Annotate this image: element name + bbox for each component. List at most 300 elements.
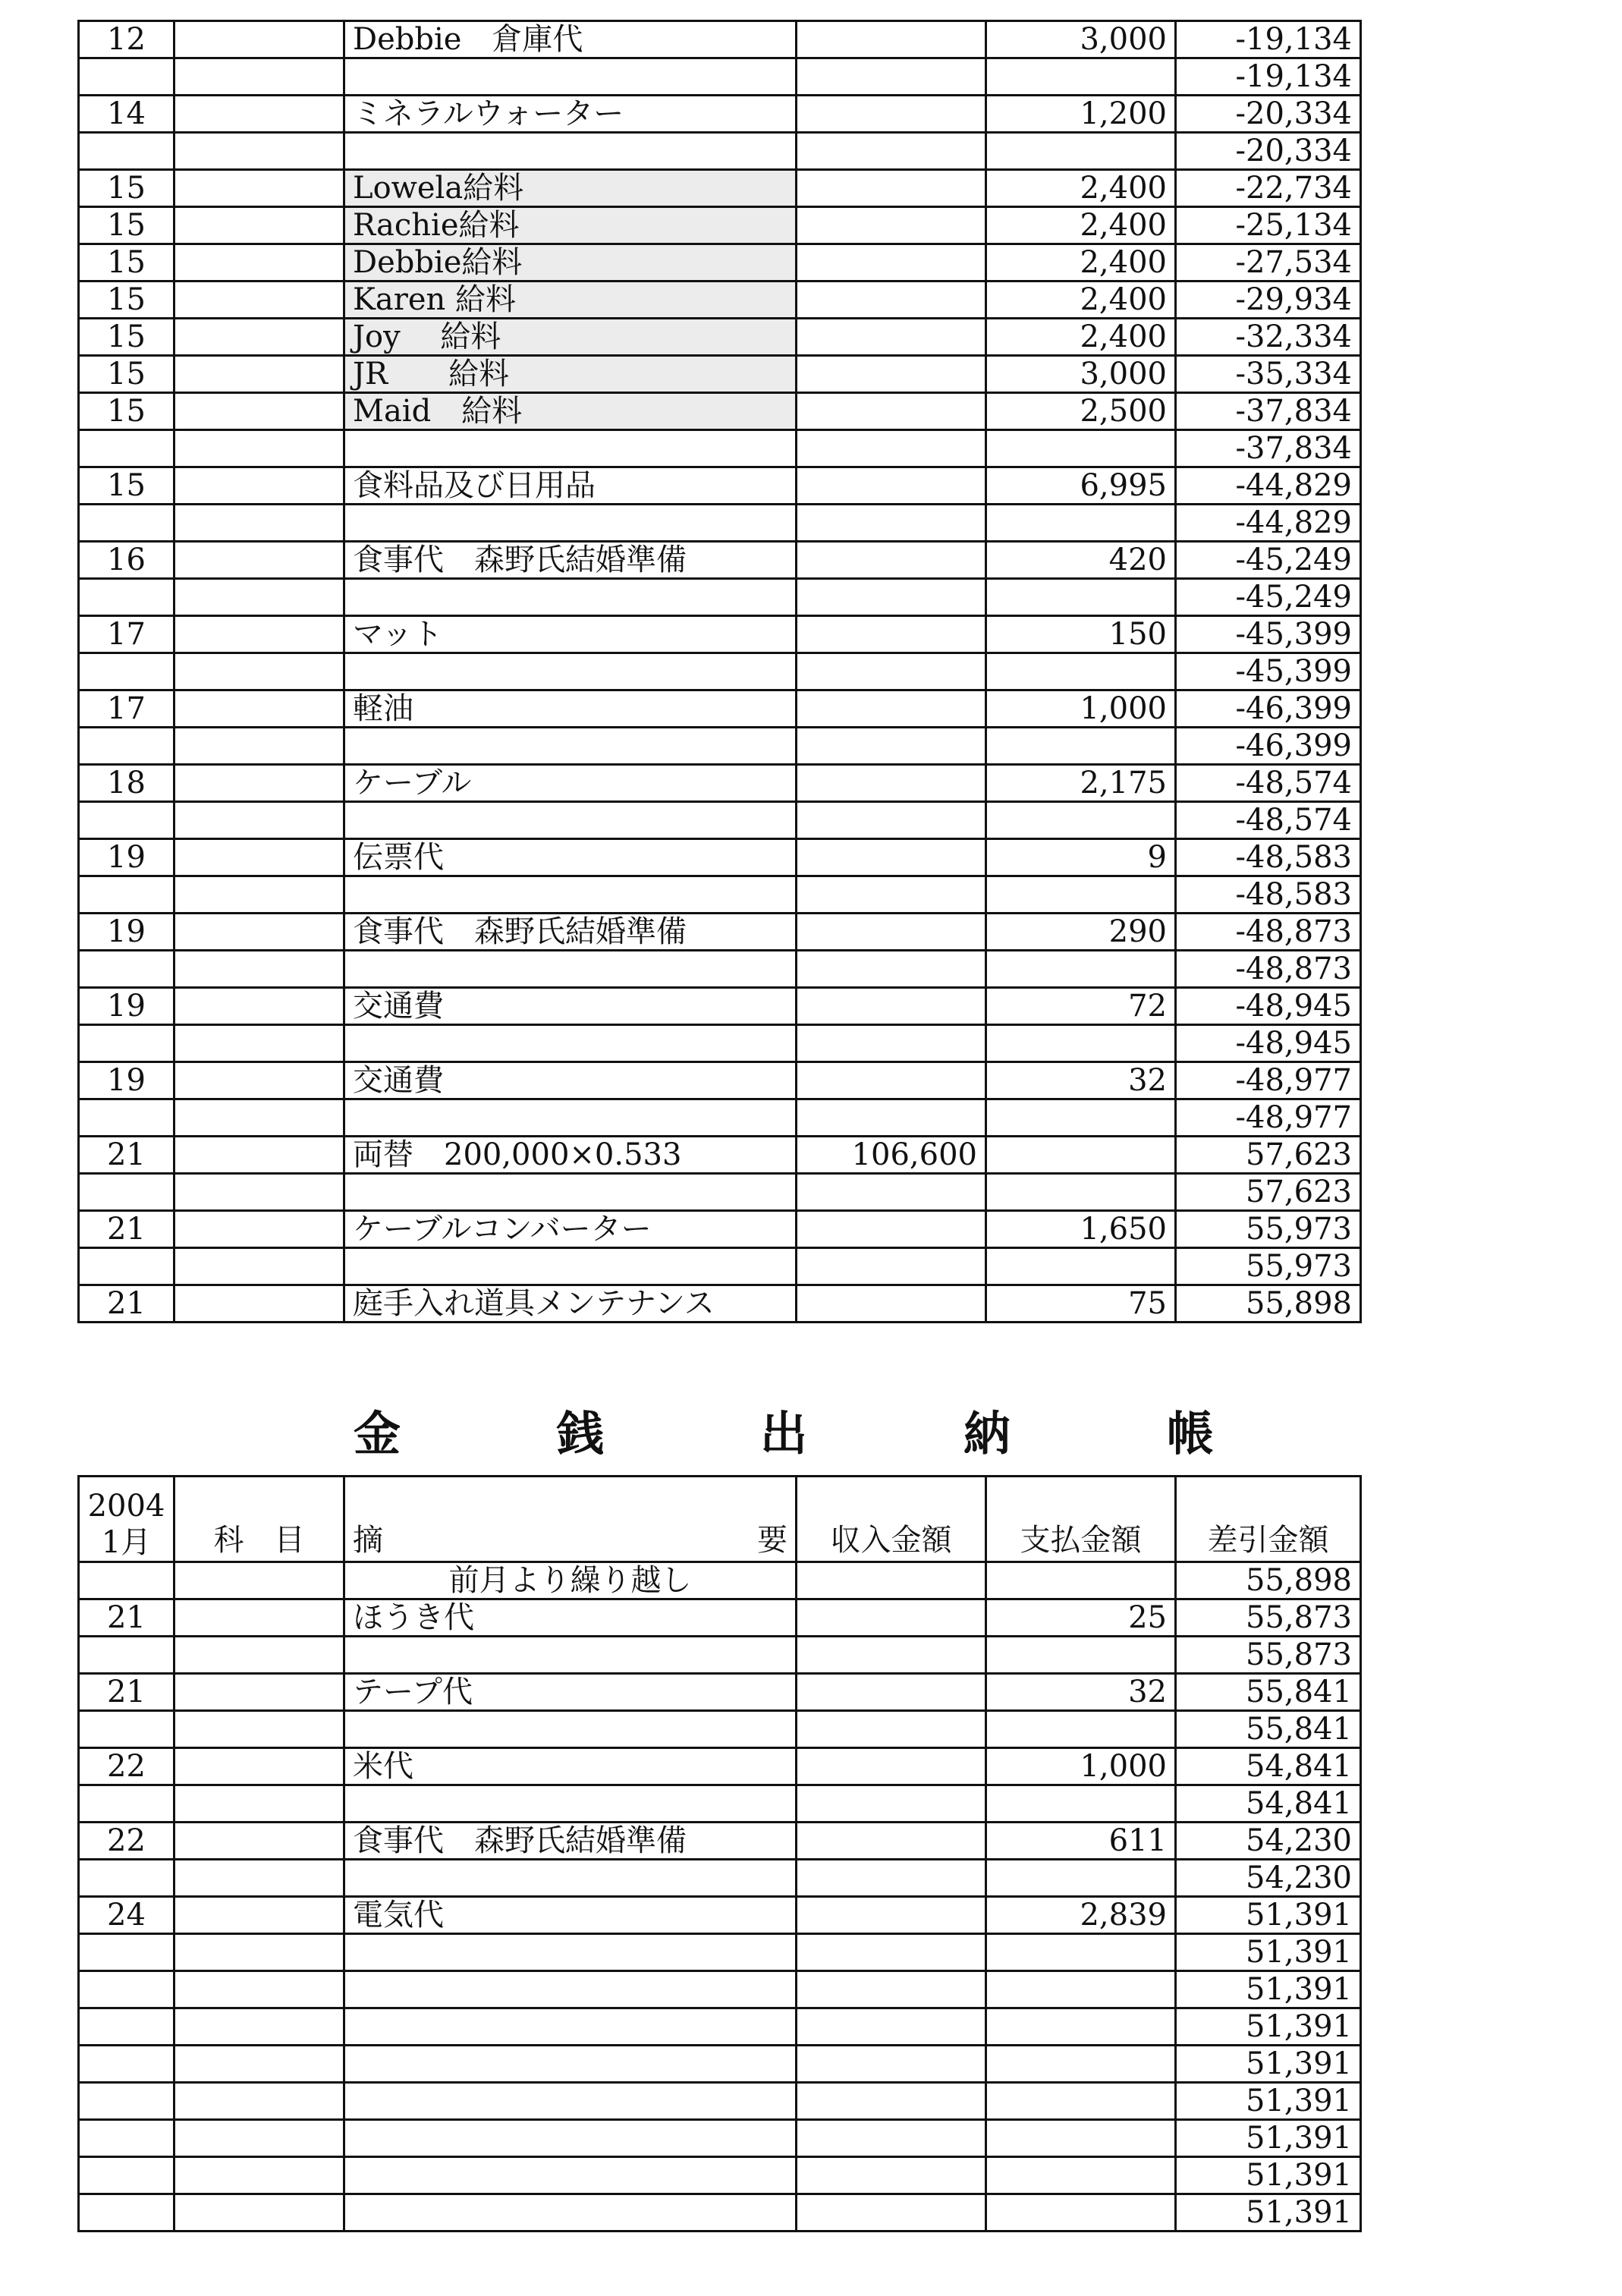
ledger-rows xyxy=(79,1562,1361,2232)
date-cell: 15 xyxy=(79,244,174,281)
description-cell: 庭手入れ道具メンテナンス xyxy=(344,1285,797,1323)
subject-cell xyxy=(174,207,344,244)
income-cell xyxy=(797,653,986,690)
payment-cell: 32 xyxy=(986,1674,1176,1711)
subject-cell xyxy=(174,839,344,876)
payment-cell xyxy=(986,579,1176,616)
income-cell xyxy=(797,616,986,653)
date-cell xyxy=(79,133,174,170)
subject-cell xyxy=(174,653,344,690)
subject-cell xyxy=(174,1637,344,1674)
balance-cell: -48,873 xyxy=(1176,951,1361,988)
income-cell xyxy=(797,1823,986,1860)
balance-cell: -35,334 xyxy=(1176,356,1361,393)
subject-cell xyxy=(174,1934,344,1971)
description-cell xyxy=(344,1248,797,1285)
date-cell: 21 xyxy=(79,1137,174,1174)
income-cell xyxy=(797,58,986,96)
table-row xyxy=(79,319,1361,356)
description-cell xyxy=(344,505,797,542)
payment-cell: 1,200 xyxy=(986,96,1176,133)
balance-cell: 51,391 xyxy=(1176,2083,1361,2120)
table-row xyxy=(79,393,1361,430)
table-row xyxy=(79,1099,1361,1137)
balance-cell: -48,945 xyxy=(1176,1025,1361,1062)
balance-cell: -48,574 xyxy=(1176,802,1361,839)
table-row xyxy=(79,1934,1361,1971)
payment-cell: 2,400 xyxy=(986,244,1176,281)
date-cell: 15 xyxy=(79,319,174,356)
date-cell xyxy=(79,1711,174,1748)
income-cell xyxy=(797,988,986,1025)
table-row xyxy=(79,1211,1361,1248)
payment-cell xyxy=(986,1860,1176,1897)
income-cell xyxy=(797,728,986,765)
payment-cell: 420 xyxy=(986,542,1176,579)
description-header-right: 要 xyxy=(757,1523,787,1558)
income-cell xyxy=(797,170,986,207)
table-row xyxy=(79,542,1361,579)
income-header: 収入金額 xyxy=(797,1477,986,1562)
balance-cell: -48,574 xyxy=(1176,765,1361,802)
payment-cell: 2,839 xyxy=(986,1897,1176,1934)
income-cell xyxy=(797,21,986,58)
subject-cell xyxy=(174,2157,344,2194)
subject-cell xyxy=(174,1025,344,1062)
balance-cell: -29,934 xyxy=(1176,281,1361,319)
description-cell xyxy=(344,133,797,170)
subject-cell xyxy=(174,281,344,319)
subject-cell xyxy=(174,2120,344,2157)
description-cell xyxy=(344,951,797,988)
subject-cell xyxy=(174,1137,344,1174)
description-cell: ミネラルウォーター xyxy=(344,96,797,133)
description-cell: 食料品及び日用品 xyxy=(344,467,797,505)
date-cell xyxy=(79,876,174,914)
payment-cell xyxy=(986,2046,1176,2083)
date-cell: 15 xyxy=(79,356,174,393)
balance-cell: 51,391 xyxy=(1176,2046,1361,2083)
income-cell xyxy=(797,1971,986,2008)
balance-cell: 54,841 xyxy=(1176,1748,1361,1785)
balance-cell: -45,399 xyxy=(1176,653,1361,690)
description-cell xyxy=(344,1971,797,2008)
income-cell xyxy=(797,579,986,616)
subject-cell xyxy=(174,1285,344,1323)
date-cell: 16 xyxy=(79,542,174,579)
income-cell xyxy=(797,951,986,988)
description-cell: Debbie 倉庫代 xyxy=(344,21,797,58)
description-cell: マット xyxy=(344,616,797,653)
date-cell xyxy=(79,2046,174,2083)
date-cell: 22 xyxy=(79,1748,174,1785)
date-cell xyxy=(79,58,174,96)
balance-cell: -48,873 xyxy=(1176,914,1361,951)
table-row xyxy=(79,244,1361,281)
payment-cell xyxy=(986,1025,1176,1062)
income-cell xyxy=(797,207,986,244)
payment-cell xyxy=(986,1785,1176,1823)
table-row xyxy=(79,133,1361,170)
balance-cell: -45,249 xyxy=(1176,579,1361,616)
payment-cell: 2,175 xyxy=(986,765,1176,802)
description-cell: ケーブルコンバーター xyxy=(344,1211,797,1248)
table-row xyxy=(79,2120,1361,2157)
table-row xyxy=(79,1674,1361,1711)
income-cell xyxy=(797,765,986,802)
table-row xyxy=(79,170,1361,207)
date-cell: 24 xyxy=(79,1897,174,1934)
table-row xyxy=(79,914,1361,951)
income-cell xyxy=(797,244,986,281)
income-cell xyxy=(797,2008,986,2046)
date-cell xyxy=(79,2083,174,2120)
balance-cell: 57,623 xyxy=(1176,1137,1361,1174)
balance-cell: -27,534 xyxy=(1176,244,1361,281)
payment-cell: 1,000 xyxy=(986,1748,1176,1785)
balance-cell: -19,134 xyxy=(1176,58,1361,96)
balance-cell: 55,973 xyxy=(1176,1211,1361,1248)
subject-cell xyxy=(174,579,344,616)
balance-cell: -37,834 xyxy=(1176,430,1361,467)
table-row xyxy=(79,1637,1361,1674)
balance-cell: 51,391 xyxy=(1176,1897,1361,1934)
date-cell xyxy=(79,1637,174,1674)
balance-cell: 51,391 xyxy=(1176,2120,1361,2157)
income-cell xyxy=(797,2157,986,2194)
description-cell xyxy=(344,802,797,839)
subject-cell xyxy=(174,133,344,170)
page-title: 金 銭 出 納 帳 xyxy=(353,1406,1268,1461)
payment-cell xyxy=(986,802,1176,839)
table-row xyxy=(79,1785,1361,1823)
description-cell xyxy=(344,58,797,96)
date-cell xyxy=(79,653,174,690)
description-cell: 米代 xyxy=(344,1748,797,1785)
income-cell xyxy=(797,1562,986,1599)
description-cell xyxy=(344,1099,797,1137)
income-cell xyxy=(797,393,986,430)
payment-cell xyxy=(986,1562,1176,1599)
subject-cell xyxy=(174,2194,344,2232)
description-cell: ケーブル xyxy=(344,765,797,802)
payment-cell xyxy=(986,1637,1176,1674)
balance-cell: 51,391 xyxy=(1176,2157,1361,2194)
date-cell xyxy=(79,951,174,988)
income-cell xyxy=(797,467,986,505)
table-row xyxy=(79,951,1361,988)
subject-cell xyxy=(174,244,344,281)
income-cell xyxy=(797,839,986,876)
date-cell xyxy=(79,1562,174,1599)
description-header xyxy=(344,1477,797,1562)
income-cell xyxy=(797,2083,986,2120)
description-cell xyxy=(344,2008,797,2046)
subject-cell xyxy=(174,2083,344,2120)
balance-cell: 54,230 xyxy=(1176,1823,1361,1860)
income-cell xyxy=(797,914,986,951)
subject-cell xyxy=(174,802,344,839)
date-cell xyxy=(79,1934,174,1971)
payment-cell xyxy=(986,876,1176,914)
subject-header: 科 目 xyxy=(174,1477,344,1562)
description-cell: Rachie給料 xyxy=(344,207,797,244)
date-cell xyxy=(79,2194,174,2232)
ledger-table-continued xyxy=(77,20,1362,1323)
ledger-rows xyxy=(79,21,1361,1323)
payment-cell xyxy=(986,951,1176,988)
income-cell xyxy=(797,430,986,467)
payment-cell: 72 xyxy=(986,988,1176,1025)
date-cell: 17 xyxy=(79,616,174,653)
payment-cell: 2,400 xyxy=(986,170,1176,207)
balance-cell: 55,973 xyxy=(1176,1248,1361,1285)
table-row xyxy=(79,616,1361,653)
table-row xyxy=(79,505,1361,542)
table-row xyxy=(79,21,1361,58)
subject-cell xyxy=(174,876,344,914)
description-cell xyxy=(344,1711,797,1748)
payment-cell: 25 xyxy=(986,1599,1176,1637)
subject-cell xyxy=(174,1599,344,1637)
subject-cell xyxy=(174,1211,344,1248)
income-cell xyxy=(797,1637,986,1674)
balance-cell: -32,334 xyxy=(1176,319,1361,356)
description-cell: テープ代 xyxy=(344,1674,797,1711)
description-cell: 交通費 xyxy=(344,988,797,1025)
date-cell xyxy=(79,1174,174,1211)
ledger-table xyxy=(77,1475,1362,2232)
subject-cell xyxy=(174,319,344,356)
subject-cell xyxy=(174,1897,344,1934)
table-row xyxy=(79,1062,1361,1099)
balance-cell: 55,841 xyxy=(1176,1674,1361,1711)
date-cell: 15 xyxy=(79,393,174,430)
subject-cell xyxy=(174,728,344,765)
date-header xyxy=(79,1477,174,1562)
income-cell xyxy=(797,1711,986,1748)
subject-cell xyxy=(174,765,344,802)
subject-cell xyxy=(174,616,344,653)
table-row xyxy=(79,467,1361,505)
table-row xyxy=(79,1748,1361,1785)
table-row xyxy=(79,690,1361,728)
income-cell xyxy=(797,1174,986,1211)
table-row xyxy=(79,988,1361,1025)
income-cell xyxy=(797,1099,986,1137)
income-cell xyxy=(797,133,986,170)
income-cell xyxy=(797,281,986,319)
payment-cell xyxy=(986,1971,1176,2008)
income-cell xyxy=(797,356,986,393)
table-row xyxy=(79,1599,1361,1637)
date-cell xyxy=(79,1248,174,1285)
income-cell xyxy=(797,1285,986,1323)
subject-cell xyxy=(174,58,344,96)
payment-cell xyxy=(986,2194,1176,2232)
month-label: 1月 xyxy=(101,1525,152,1560)
subject-cell xyxy=(174,988,344,1025)
subject-cell xyxy=(174,1562,344,1599)
payment-cell: 3,000 xyxy=(986,356,1176,393)
balance-cell: 51,391 xyxy=(1176,2194,1361,2232)
date-cell xyxy=(79,1785,174,1823)
income-cell xyxy=(797,1934,986,1971)
description-cell xyxy=(344,876,797,914)
balance-cell: 51,391 xyxy=(1176,2008,1361,2046)
table-row xyxy=(79,876,1361,914)
year-label: 2004 xyxy=(87,1489,165,1524)
description-cell xyxy=(344,653,797,690)
income-cell xyxy=(797,505,986,542)
subject-cell xyxy=(174,2008,344,2046)
date-cell: 21 xyxy=(79,1285,174,1323)
date-cell: 12 xyxy=(79,21,174,58)
balance-cell: 55,898 xyxy=(1176,1562,1361,1599)
payment-header: 支払金額 xyxy=(986,1477,1176,1562)
balance-cell: -25,134 xyxy=(1176,207,1361,244)
payment-cell: 3,000 xyxy=(986,21,1176,58)
description-cell xyxy=(344,2083,797,2120)
carry-over-label: 前月より繰り越し xyxy=(344,1562,797,1599)
table-row xyxy=(79,1711,1361,1748)
payment-cell xyxy=(986,653,1176,690)
income-cell: 106,600 xyxy=(797,1137,986,1174)
table-row xyxy=(79,430,1361,467)
subject-cell xyxy=(174,914,344,951)
table-row xyxy=(79,1971,1361,2008)
balance-header: 差引金額 xyxy=(1176,1477,1361,1562)
balance-cell: -48,583 xyxy=(1176,839,1361,876)
date-cell: 19 xyxy=(79,1062,174,1099)
table-row xyxy=(79,1174,1361,1211)
table-row xyxy=(79,728,1361,765)
balance-cell: -48,977 xyxy=(1176,1099,1361,1137)
income-cell xyxy=(797,2120,986,2157)
payment-cell xyxy=(986,58,1176,96)
balance-cell: -44,829 xyxy=(1176,505,1361,542)
description-cell: 交通費 xyxy=(344,1062,797,1099)
table-row xyxy=(79,281,1361,319)
table-row xyxy=(79,1285,1361,1323)
subject-cell xyxy=(174,393,344,430)
balance-cell: -46,399 xyxy=(1176,690,1361,728)
balance-cell: -44,829 xyxy=(1176,467,1361,505)
date-cell xyxy=(79,2157,174,2194)
description-cell: Joy 給料 xyxy=(344,319,797,356)
income-cell xyxy=(797,1025,986,1062)
balance-cell: 55,873 xyxy=(1176,1599,1361,1637)
balance-cell: -48,977 xyxy=(1176,1062,1361,1099)
subject-cell xyxy=(174,505,344,542)
date-cell: 21 xyxy=(79,1674,174,1711)
balance-cell: 55,898 xyxy=(1176,1285,1361,1323)
balance-cell: -45,249 xyxy=(1176,542,1361,579)
table-row xyxy=(79,765,1361,802)
balance-cell: -48,945 xyxy=(1176,988,1361,1025)
description-cell xyxy=(344,1934,797,1971)
description-cell xyxy=(344,2157,797,2194)
description-cell xyxy=(344,2120,797,2157)
payment-cell xyxy=(986,1099,1176,1137)
subject-cell xyxy=(174,1174,344,1211)
subject-cell xyxy=(174,1248,344,1285)
payment-cell: 2,400 xyxy=(986,319,1176,356)
date-cell xyxy=(79,1860,174,1897)
description-cell: Debbie給料 xyxy=(344,244,797,281)
income-cell xyxy=(797,2046,986,2083)
payment-cell xyxy=(986,2083,1176,2120)
payment-cell xyxy=(986,1934,1176,1971)
table-row xyxy=(79,579,1361,616)
balance-cell: 51,391 xyxy=(1176,1934,1361,1971)
description-cell: 電気代 xyxy=(344,1897,797,1934)
payment-cell xyxy=(986,1248,1176,1285)
subject-cell xyxy=(174,2046,344,2083)
description-cell: 食事代 森野氏結婚準備 xyxy=(344,1823,797,1860)
subject-cell xyxy=(174,1711,344,1748)
subject-cell xyxy=(174,1971,344,2008)
description-cell: 伝票代 xyxy=(344,839,797,876)
table-row xyxy=(79,2083,1361,2120)
description-cell: 両替 200,000×0.533 xyxy=(344,1137,797,1174)
date-cell: 15 xyxy=(79,170,174,207)
payment-cell: 2,500 xyxy=(986,393,1176,430)
description-cell xyxy=(344,2194,797,2232)
date-cell: 19 xyxy=(79,914,174,951)
payment-cell: 2,400 xyxy=(986,281,1176,319)
table-row xyxy=(79,2046,1361,2083)
balance-cell: 55,873 xyxy=(1176,1637,1361,1674)
date-cell: 19 xyxy=(79,839,174,876)
description-cell: 軽油 xyxy=(344,690,797,728)
subject-cell xyxy=(174,1674,344,1711)
payment-cell xyxy=(986,505,1176,542)
table-row xyxy=(79,839,1361,876)
payment-cell: 6,995 xyxy=(986,467,1176,505)
payment-cell xyxy=(986,430,1176,467)
subject-cell xyxy=(174,96,344,133)
subject-cell xyxy=(174,951,344,988)
income-cell xyxy=(797,1599,986,1637)
date-cell: 15 xyxy=(79,281,174,319)
date-cell: 21 xyxy=(79,1211,174,1248)
payment-cell xyxy=(986,2157,1176,2194)
table-row xyxy=(79,1897,1361,1934)
balance-cell: -37,834 xyxy=(1176,393,1361,430)
table-row xyxy=(79,1823,1361,1860)
description-cell xyxy=(344,728,797,765)
balance-cell: -22,734 xyxy=(1176,170,1361,207)
income-cell xyxy=(797,2194,986,2232)
income-cell xyxy=(797,876,986,914)
subject-cell xyxy=(174,1823,344,1860)
date-cell: 19 xyxy=(79,988,174,1025)
income-cell xyxy=(797,1674,986,1711)
table-row xyxy=(79,802,1361,839)
date-cell: 22 xyxy=(79,1823,174,1860)
description-cell: Karen 給料 xyxy=(344,281,797,319)
income-cell xyxy=(797,1748,986,1785)
income-cell xyxy=(797,1211,986,1248)
income-cell xyxy=(797,1785,986,1823)
description-cell xyxy=(344,579,797,616)
date-cell xyxy=(79,1025,174,1062)
date-cell xyxy=(79,802,174,839)
balance-cell: 57,623 xyxy=(1176,1174,1361,1211)
subject-cell xyxy=(174,170,344,207)
table-row xyxy=(79,356,1361,393)
